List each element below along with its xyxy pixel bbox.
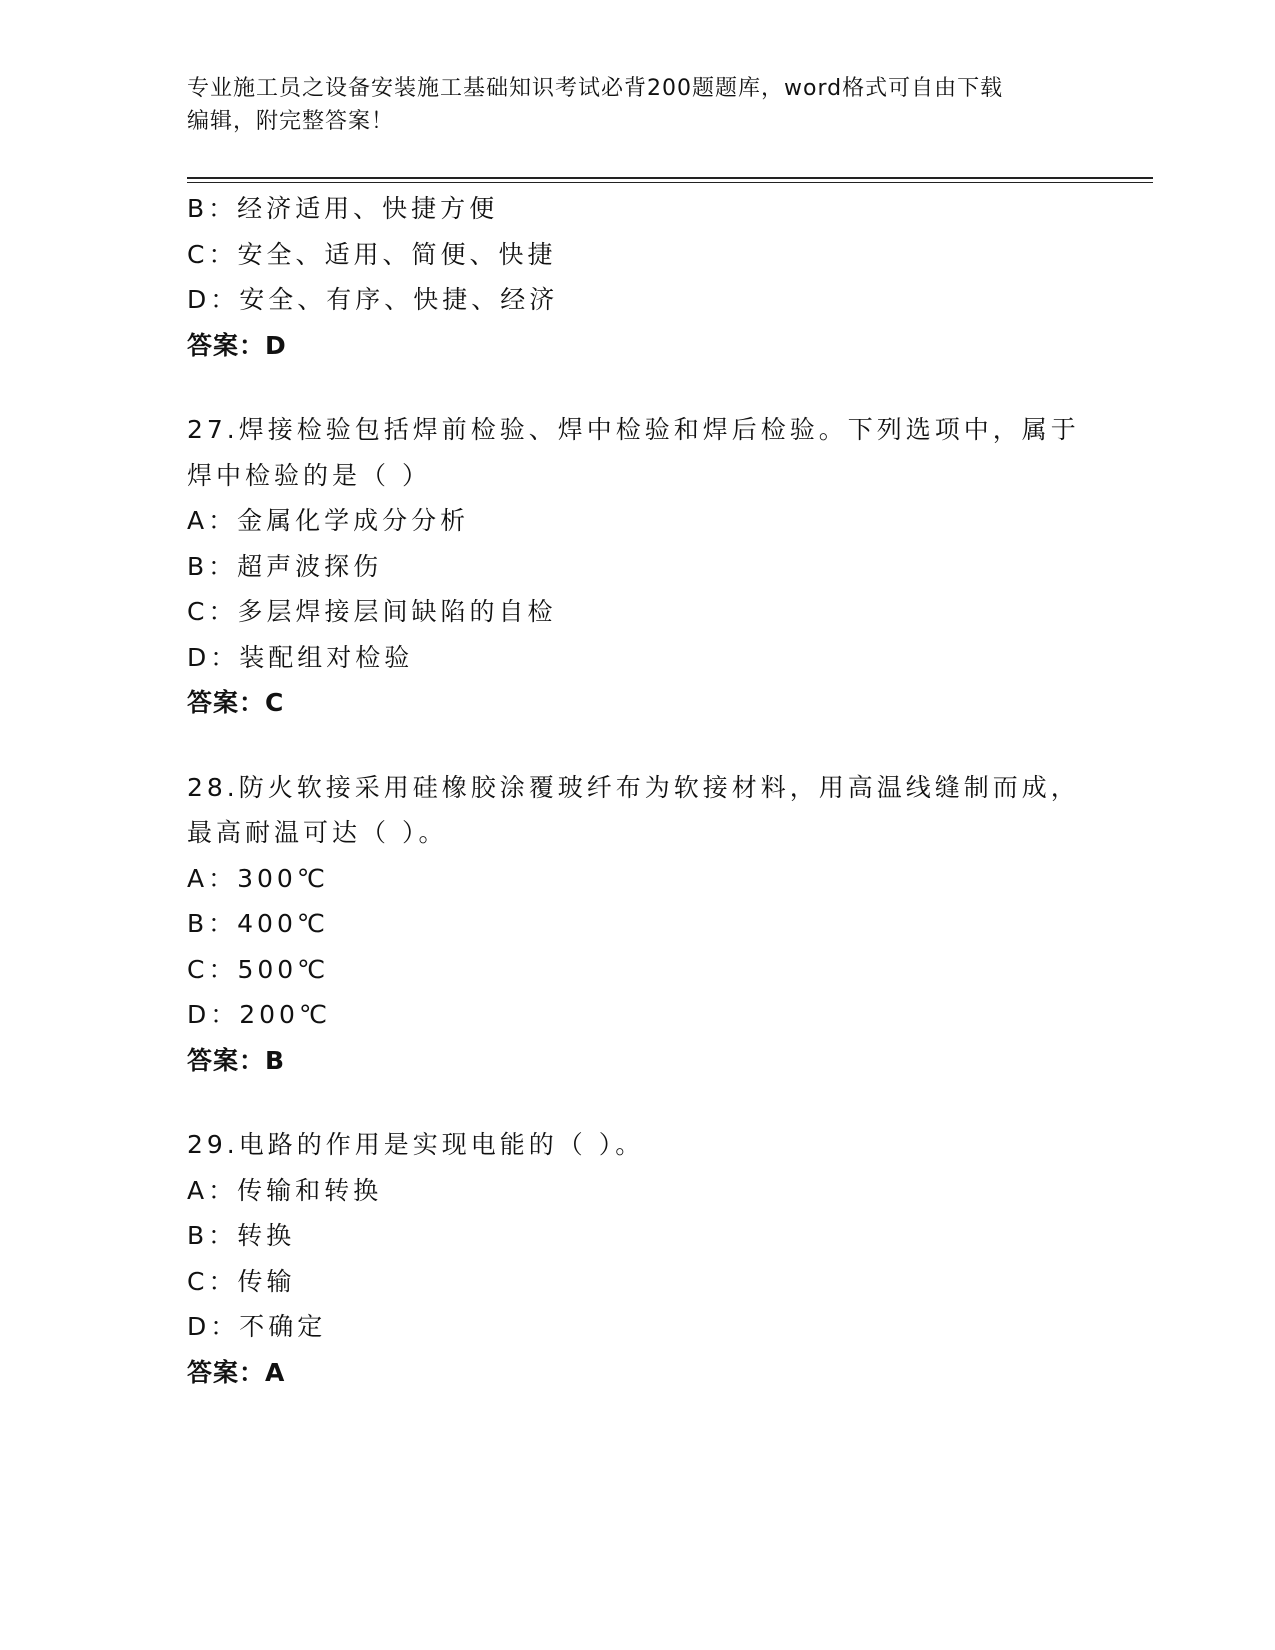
answer-line: 答案：C: [187, 688, 285, 717]
question-block-29: [187, 1122, 1127, 1395]
answer-line: 答案：D: [187, 330, 287, 360]
option-c: C：500℃: [187, 954, 330, 984]
header-line-1: 专业施工员之设备安装施工基础知识考试必背200题题库，word格式可自由下载: [187, 76, 1004, 101]
option-c: C：多层焊接层间缺陷的自检: [187, 597, 557, 626]
document-body: [187, 186, 1127, 1395]
option-d: D：安全、有序、快捷、经济: [187, 285, 559, 314]
document-header: [187, 72, 1067, 138]
header-line-2: 编辑，附完整答案！: [187, 109, 395, 134]
option-a: A：传输和转换: [187, 1175, 383, 1205]
header-rule-thin: [187, 182, 1153, 183]
header-rule-thick: [187, 177, 1153, 179]
option-d: D：装配组对检验: [187, 642, 414, 672]
option-b: B：转换: [187, 1221, 296, 1250]
question-text: 27.焊接检验包括焊前检验、焊中检验和焊后检验。下列选项中，属于: [187, 415, 1080, 444]
option-d: D：不确定: [187, 1312, 327, 1341]
option-a: A：300℃: [187, 863, 329, 893]
option-b: B：经济适用、快捷方便: [187, 194, 499, 223]
question-text-cont: 焊中检验的是（ ）: [187, 460, 431, 490]
question-text-cont: 最高耐温可达（ ）。: [187, 818, 448, 847]
option-b: B：400℃: [187, 909, 329, 938]
option-d: D：200℃: [187, 1000, 332, 1029]
question-block-26: [187, 186, 1127, 368]
question-text: 29.电路的作用是实现电能的（ ）。: [187, 1130, 645, 1159]
question-block-27: [187, 407, 1127, 726]
question-block-28: [187, 765, 1127, 1084]
option-c: C：传输: [187, 1266, 296, 1296]
option-b: B：超声波探伤: [187, 551, 383, 581]
option-a: A：金属化学成分分析: [187, 506, 470, 535]
answer-line: 答案：B: [187, 1045, 286, 1075]
answer-line: 答案：A: [187, 1357, 286, 1387]
option-c: C：安全、适用、简便、快捷: [187, 239, 557, 269]
question-text: 28.防火软接采用硅橡胶涂覆玻纤布为软接材料，用高温线缝制而成，: [187, 772, 1080, 802]
